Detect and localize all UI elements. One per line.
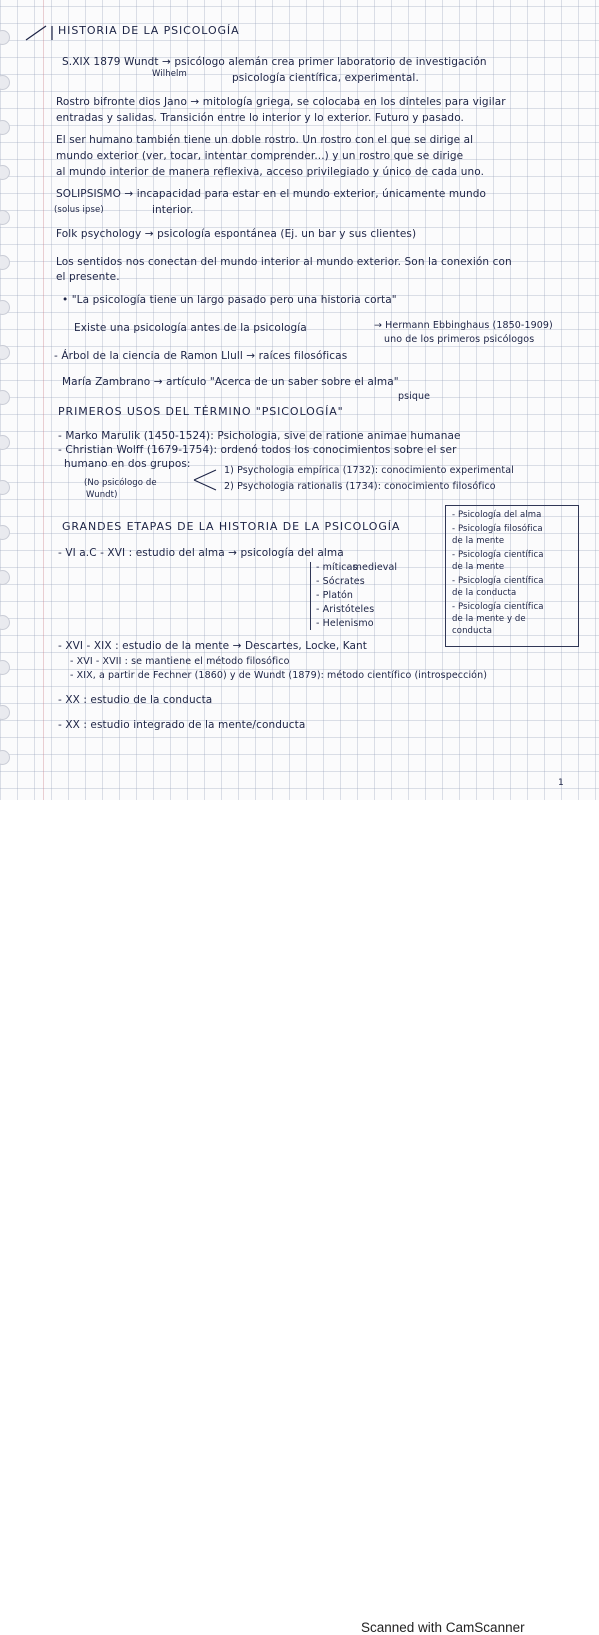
box-line: de la mente y de (452, 614, 526, 624)
note-line: - XIX, a partir de Fechner (1860) y de Wundt (1879): método científico (introspección) (70, 670, 488, 681)
note-line: - Christian Wolff (1679-1754): ordenó todos los conocimientos sobre el ser (58, 444, 457, 456)
note-line: psique (398, 391, 431, 402)
note-line: (No psicólogo de (84, 478, 157, 488)
box-line: conducta (452, 626, 493, 636)
page-title: HISTORIA DE LA PSICOLOGÍA (58, 24, 240, 37)
corner-mark-icon (24, 24, 54, 42)
note-line: - Árbol de la ciencia de Ramon Llull → raíces filosóficas (54, 350, 348, 362)
note-line: - XVI - XIX : estudio de la mente → Descartes, Locke, Kant (58, 640, 368, 652)
quote: • "La psicología tiene un largo pasado pero una historia corta" (62, 294, 397, 306)
section-title: GRANDES ETAPAS DE LA HISTORIA DE LA PSICOLOGÍA (62, 520, 401, 533)
binder-ring (0, 165, 10, 180)
watermark-text: Scanned with CamScanner (361, 1620, 525, 1635)
binder-ring (0, 345, 10, 360)
note-line: mundo exterior (ver, tocar, intentar comprender...) y un rostro que se dirige (56, 150, 464, 162)
note-line: entradas y salidas. Transición entre lo interior y lo exterior. Futuro y pasado. (56, 112, 464, 124)
note-line: - Platón (316, 590, 353, 601)
note-line: - Aristóteles (316, 604, 375, 615)
binder-ring (0, 435, 10, 450)
binder-ring (0, 480, 10, 495)
notebook-page (0, 0, 599, 800)
note-line: (solus ipse) (54, 205, 104, 215)
note-line: - medieval (346, 562, 398, 573)
page-number: 1 (558, 778, 564, 788)
box-line: - Psicología científica (452, 550, 544, 560)
note-line: - Helenismo (316, 618, 374, 629)
binder-ring (0, 390, 10, 405)
scan-footer (0, 800, 599, 1635)
note-line: → Hermann Ebbinghaus (1850-1909) (374, 320, 553, 331)
margin-line (43, 0, 44, 800)
note-line: psicología científica, experimental. (232, 72, 419, 84)
note-line: uno de los primeros psicólogos (384, 334, 535, 345)
note-line: - Marko Marulik (1450-1524): Psichologia, sive de ratione animae humanae (58, 430, 461, 442)
note-line: Los sentidos nos conectan del mundo interior al mundo exterior. Son la conexión con (56, 256, 512, 268)
box-line: - Psicología del alma (452, 510, 542, 520)
box-line: de la mente (452, 536, 505, 546)
note-line: Existe una psicología antes de la psicología (74, 322, 307, 334)
note-line: el presente. (56, 271, 120, 283)
note-line: al mundo interior de manera reflexiva, acceso privilegiado y único de cada uno. (56, 166, 485, 178)
section-title: PRIMEROS USOS DEL TÉRMINO "PSICOLOGÍA" (58, 405, 344, 418)
note-line: - míticas (316, 562, 358, 573)
note-line: - Sócrates (316, 576, 365, 587)
binder-ring (0, 660, 10, 675)
binder-ring (0, 615, 10, 630)
box-line: - Psicología filosófica (452, 524, 543, 534)
divider (310, 562, 311, 630)
box-line: - Psicología científica (452, 602, 544, 612)
binder-ring (0, 300, 10, 315)
binder-ring (0, 705, 10, 720)
note-line: interior. (152, 204, 194, 216)
note-line: María Zambrano → artículo "Acerca de un saber sobre el alma" (62, 376, 399, 388)
note-line: Folk psychology → psicología espontánea (Ej. un bar y sus clientes) (56, 228, 417, 240)
note-line: SOLIPSISMO → incapacidad para estar en el mundo exterior, únicamente mundo (56, 188, 486, 200)
note-line: S.XIX 1879 Wundt → psicólogo alemán crea primer laboratorio de investigación (62, 56, 487, 68)
box-line: - Psicología científica (452, 576, 544, 586)
note-line: humano en dos grupos: (64, 458, 191, 470)
note-line: El ser humano también tiene un doble rostro. Un rostro con el que se dirige al (56, 134, 474, 146)
branch-arrow-icon (192, 466, 222, 494)
note-line: 2) Psychologia rationalis (1734): conocimiento filosófico (224, 481, 496, 492)
note-line: Wilhelm (152, 69, 187, 79)
note-line: Rostro bifronte dios Jano → mitología griega, se colocaba en los dinteles para vigilar (56, 96, 506, 108)
box-line: de la mente (452, 562, 505, 572)
binder-ring (0, 255, 10, 270)
binder-ring (0, 525, 10, 540)
note-line: - XVI - XVII : se mantiene el método filosófico (70, 656, 290, 667)
note-line: - VI a.C - XVI : estudio del alma → psicología del alma (58, 547, 344, 559)
summary-box (445, 505, 579, 647)
note-line: 1) Psychologia empírica (1732): conocimiento experimental (224, 465, 514, 476)
binder-ring (0, 75, 10, 90)
box-line: de la conducta (452, 588, 517, 598)
binder-ring (0, 30, 10, 45)
binder-ring (0, 120, 10, 135)
binder-ring (0, 210, 10, 225)
binder-ring (0, 750, 10, 765)
binder-ring (0, 570, 10, 585)
note-line: - XX : estudio de la conducta (58, 694, 213, 706)
note-line: - XX : estudio integrado de la mente/conducta (58, 719, 306, 731)
note-line: Wundt) (86, 490, 118, 500)
